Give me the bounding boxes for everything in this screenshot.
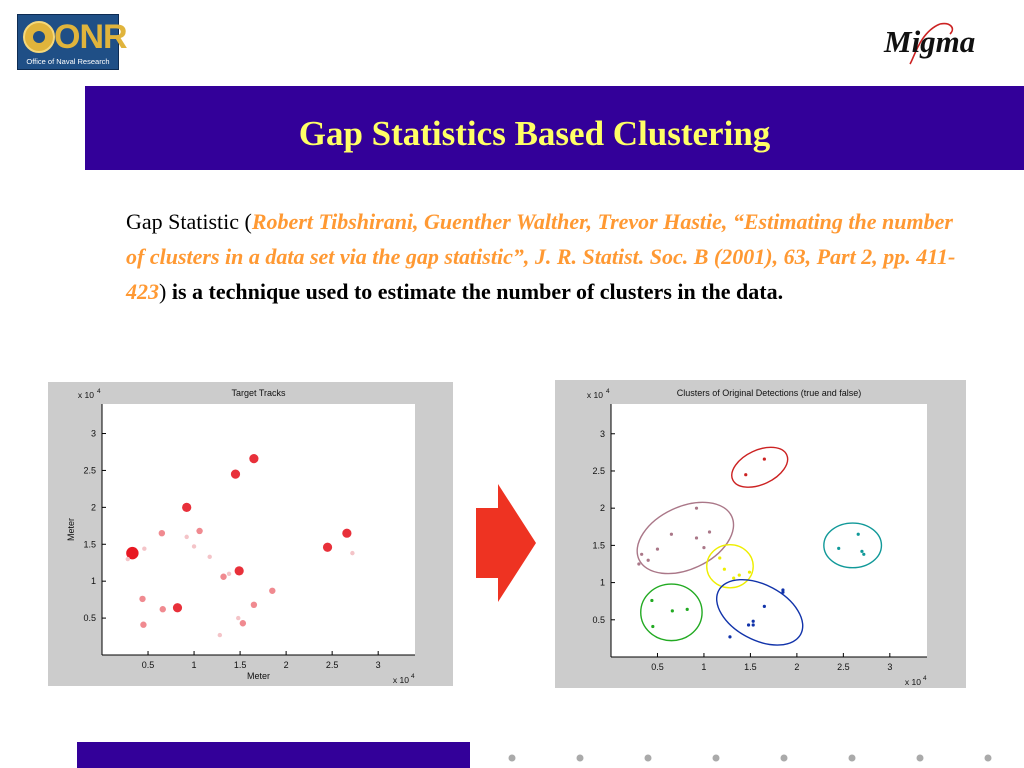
- target-tracks-svg: [48, 382, 453, 686]
- y-tick-label: 2.5: [592, 465, 605, 476]
- x-tick-label: 1: [701, 662, 707, 672]
- track-point: [342, 529, 351, 538]
- track-point: [218, 633, 222, 637]
- x-tick-label: 0.5: [141, 660, 155, 670]
- detection-point: [651, 625, 654, 628]
- migma-logo-text: Migma: [884, 24, 976, 59]
- track-point: [236, 616, 240, 620]
- track-point: [231, 470, 240, 479]
- detection-point: [702, 546, 705, 549]
- y-exponent-label: x 10: [77, 390, 94, 400]
- x-tick-label: 2: [283, 660, 289, 670]
- plot-area: [102, 404, 415, 655]
- navy-seal-icon: [23, 21, 55, 53]
- x-exponent-label: x 10: [904, 677, 921, 687]
- y-exponent-label: x 10: [586, 390, 603, 400]
- detection-point: [650, 599, 653, 602]
- detection-point: [656, 548, 659, 551]
- detection-point: [718, 556, 721, 559]
- track-point: [184, 535, 188, 539]
- x-exponent-power: 4: [923, 675, 927, 682]
- x-tick-label: 3: [375, 660, 381, 670]
- track-point: [350, 551, 354, 555]
- detection-point: [857, 533, 860, 536]
- track-point: [160, 606, 166, 612]
- detection-point: [686, 608, 689, 611]
- x-tick-label: 2.5: [325, 660, 339, 670]
- track-point: [227, 572, 231, 576]
- y-tick-label: 3: [90, 428, 96, 439]
- plot-area: [611, 404, 927, 657]
- detection-point: [752, 623, 755, 626]
- y-tick-label: 1: [90, 576, 96, 587]
- detection-point: [860, 550, 863, 553]
- body-close-paren: ): [159, 279, 167, 304]
- body-tail: is a technique used to estimate the number of clusters in the data.: [166, 279, 784, 304]
- detection-point: [695, 507, 698, 510]
- target-tracks-chart: [48, 382, 453, 686]
- detection-point: [647, 559, 650, 562]
- title-bar: [85, 86, 1024, 170]
- detection-point: [862, 553, 865, 556]
- x-exponent-power: 4: [411, 673, 415, 680]
- detection-point: [637, 562, 640, 565]
- y-tick-label: 2: [90, 502, 96, 513]
- x-exponent-label: x 10: [392, 675, 409, 685]
- detection-point: [670, 533, 673, 536]
- track-point: [142, 546, 146, 550]
- track-point: [269, 588, 275, 594]
- track-point: [182, 503, 191, 512]
- footer-bar: [77, 742, 470, 768]
- track-point: [140, 622, 146, 628]
- detection-point: [732, 577, 735, 580]
- x-tick-label: 1: [191, 660, 197, 670]
- body-lead: Gap Statistic (: [126, 209, 252, 234]
- detection-point: [744, 473, 747, 476]
- body-paragraph: [126, 204, 976, 309]
- track-point: [208, 555, 212, 559]
- y-exponent-power: 4: [97, 388, 101, 395]
- x-axis-label: Meter: [246, 671, 271, 681]
- y-tick-label: 2: [599, 503, 605, 514]
- detection-point: [671, 609, 674, 612]
- detection-point: [763, 457, 766, 460]
- detection-point: [837, 547, 840, 550]
- track-point: [126, 557, 130, 561]
- detection-point: [695, 536, 698, 539]
- detection-point: [748, 571, 751, 574]
- track-point: [196, 528, 202, 534]
- onr-logo-letters: ONR: [54, 18, 127, 56]
- y-tick-label: 3: [599, 428, 605, 439]
- onr-logo: [17, 14, 127, 70]
- slide-title: Gap Statistics Based Clustering: [298, 114, 771, 153]
- track-point: [173, 603, 182, 612]
- detection-point: [738, 574, 741, 577]
- x-tick-label: 2: [794, 662, 800, 672]
- track-point: [159, 530, 165, 536]
- track-point: [192, 544, 196, 548]
- track-point: [251, 602, 257, 608]
- x-tick-label: 3: [887, 662, 893, 672]
- right-arrow-icon: [476, 484, 538, 602]
- x-tick-label: 2.5: [837, 662, 850, 672]
- citation-text: Robert Tibshirani, Guenther Walther, Trevor Hastie, “Estimating the number of clusters in a data set via the gap statistic”, J. R. Statist. Soc. B (2001), 63, Part 2, pp. 411-423: [126, 209, 956, 304]
- y-tick-label: 1.5: [83, 539, 96, 550]
- track-point: [240, 620, 246, 626]
- y-exponent-power: 4: [606, 388, 610, 395]
- detection-point: [752, 620, 755, 623]
- y-tick-label: 2.5: [83, 465, 96, 476]
- track-point: [249, 454, 258, 463]
- detection-point: [747, 623, 750, 626]
- track-point: [220, 574, 226, 580]
- detection-point: [708, 530, 711, 533]
- y-axis-label: Meter: [66, 517, 76, 542]
- x-tick-label: 0.5: [651, 662, 664, 672]
- y-tick-label: 0.5: [83, 613, 96, 624]
- track-point: [235, 566, 244, 575]
- detection-point: [781, 588, 784, 591]
- clusters-chart: [555, 380, 966, 688]
- y-tick-label: 0.5: [592, 614, 605, 625]
- detection-point: [640, 553, 643, 556]
- migma-logo: [880, 20, 1004, 66]
- x-tick-label: 1.5: [233, 660, 247, 670]
- onr-logo-caption: Office of Naval Research: [26, 57, 110, 66]
- y-tick-label: 1.5: [592, 540, 605, 551]
- clusters-svg: [555, 380, 966, 688]
- detection-point: [728, 635, 731, 638]
- detection-point: [723, 568, 726, 571]
- chart-title: Clusters of Original Detections (true and false): [676, 388, 862, 398]
- chart-title: Target Tracks: [231, 388, 286, 398]
- x-tick-label: 1.5: [744, 662, 757, 672]
- detection-point: [763, 605, 766, 608]
- track-point: [139, 596, 145, 602]
- track-point: [323, 543, 332, 552]
- y-tick-label: 1: [599, 577, 605, 588]
